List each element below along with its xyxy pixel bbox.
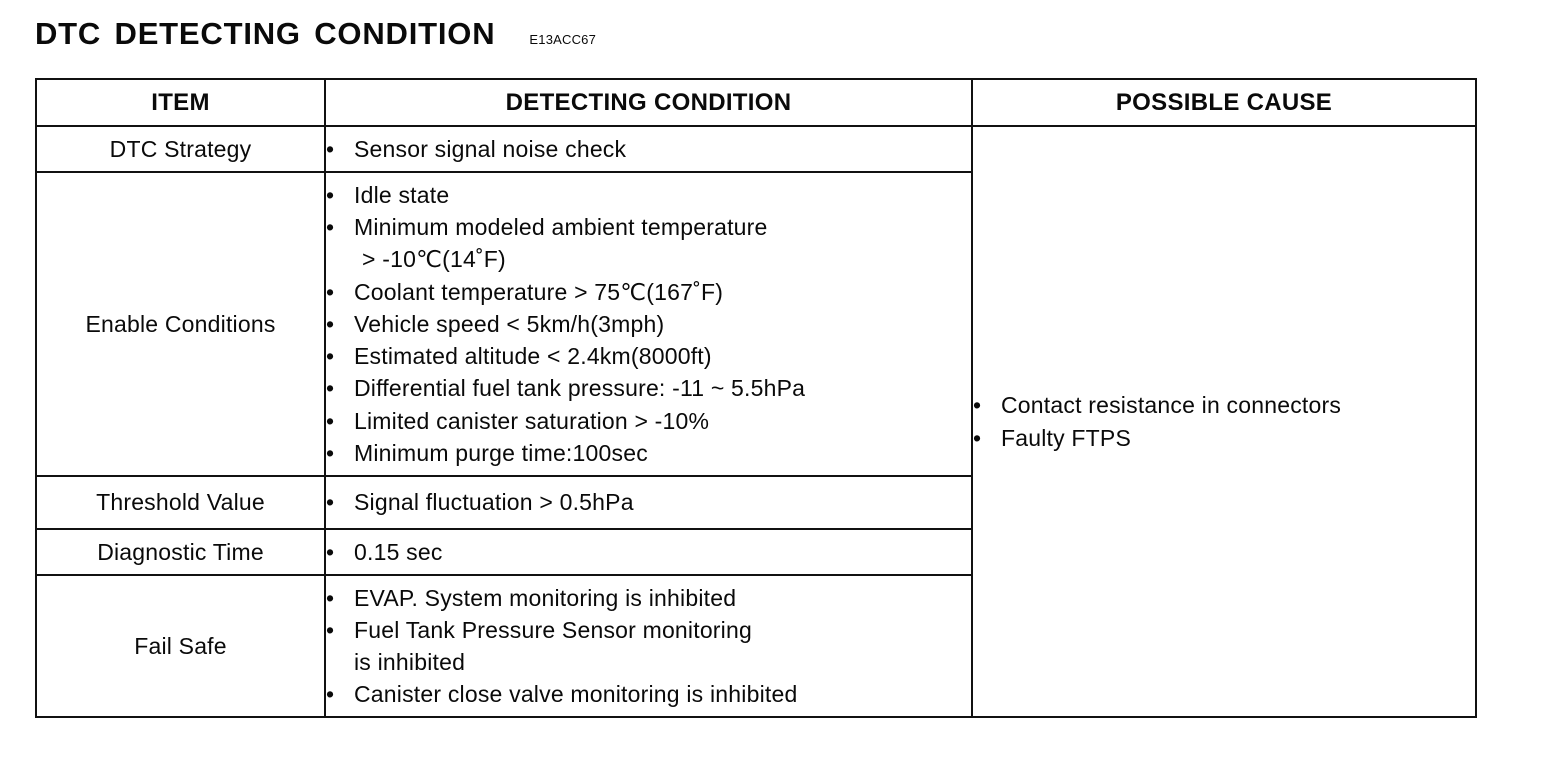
column-header-item: ITEM	[36, 79, 325, 126]
item-cell: Enable Conditions	[36, 172, 325, 476]
page-title: DTC DETECTING CONDITION	[35, 16, 496, 51]
condition-item: • Coolant temperature > 75℃(167˚F)	[326, 276, 971, 308]
item-cell: Fail Safe	[36, 575, 325, 717]
condition-item: • Signal fluctuation > 0.5hPa	[326, 486, 971, 518]
condition-item	[326, 614, 971, 678]
condition-item: • Differential fuel tank pressure: -11 ~ 5.5hPa	[326, 372, 971, 404]
possible-cause-list	[973, 389, 1475, 453]
dtc-condition-table	[35, 78, 1477, 718]
condition-item	[326, 211, 971, 275]
condition-cell	[325, 126, 972, 172]
condition-item: • Sensor signal noise check	[326, 133, 971, 165]
condition-item: • EVAP. System monitoring is inhibited	[326, 582, 971, 614]
column-header-condition: DETECTING CONDITION	[325, 79, 972, 126]
condition-list	[326, 133, 971, 165]
possible-cause-item: • Contact resistance in connectors	[973, 389, 1475, 421]
condition-text-continued: is inhibited	[354, 649, 466, 675]
condition-cell	[325, 172, 972, 476]
condition-list	[326, 582, 971, 711]
item-cell: Threshold Value	[36, 476, 325, 529]
condition-list	[326, 486, 971, 518]
column-header-cause: POSSIBLE CAUSE	[972, 79, 1476, 126]
condition-cell	[325, 529, 972, 575]
condition-cell	[325, 476, 972, 529]
condition-item	[326, 179, 971, 211]
condition-item: • 0.15 sec	[326, 536, 971, 568]
condition-text: • Minimum modeled ambient temperature	[354, 214, 768, 241]
condition-text: Idle state	[354, 182, 450, 209]
possible-cause-cell	[972, 126, 1476, 717]
condition-text: • Fuel Tank Pressure Sensor monitoring	[354, 616, 752, 643]
condition-item: • Vehicle speed < 5km/h(3mph)	[326, 308, 971, 340]
condition-text-continued: > -10℃(14˚F)	[362, 246, 506, 273]
table-row-dtc-strategy	[36, 126, 1476, 172]
item-cell: DTC Strategy	[36, 126, 325, 172]
condition-list	[326, 536, 971, 568]
condition-item: • Canister close valve monitoring is inhibited	[326, 678, 971, 710]
item-cell: Diagnostic Time	[36, 529, 325, 575]
condition-list	[326, 179, 971, 469]
condition-item: • Minimum purge time:100sec	[326, 437, 971, 469]
table-header-row	[36, 79, 1476, 126]
condition-cell	[325, 575, 972, 717]
page-heading	[35, 16, 596, 56]
condition-item: • Estimated altitude < 2.4km(8000ft)	[326, 340, 971, 372]
possible-cause-item: • Faulty FTPS	[973, 422, 1475, 454]
condition-item: • Limited canister saturation > -10%	[326, 405, 971, 437]
document-code: E13ACC67	[529, 32, 597, 47]
